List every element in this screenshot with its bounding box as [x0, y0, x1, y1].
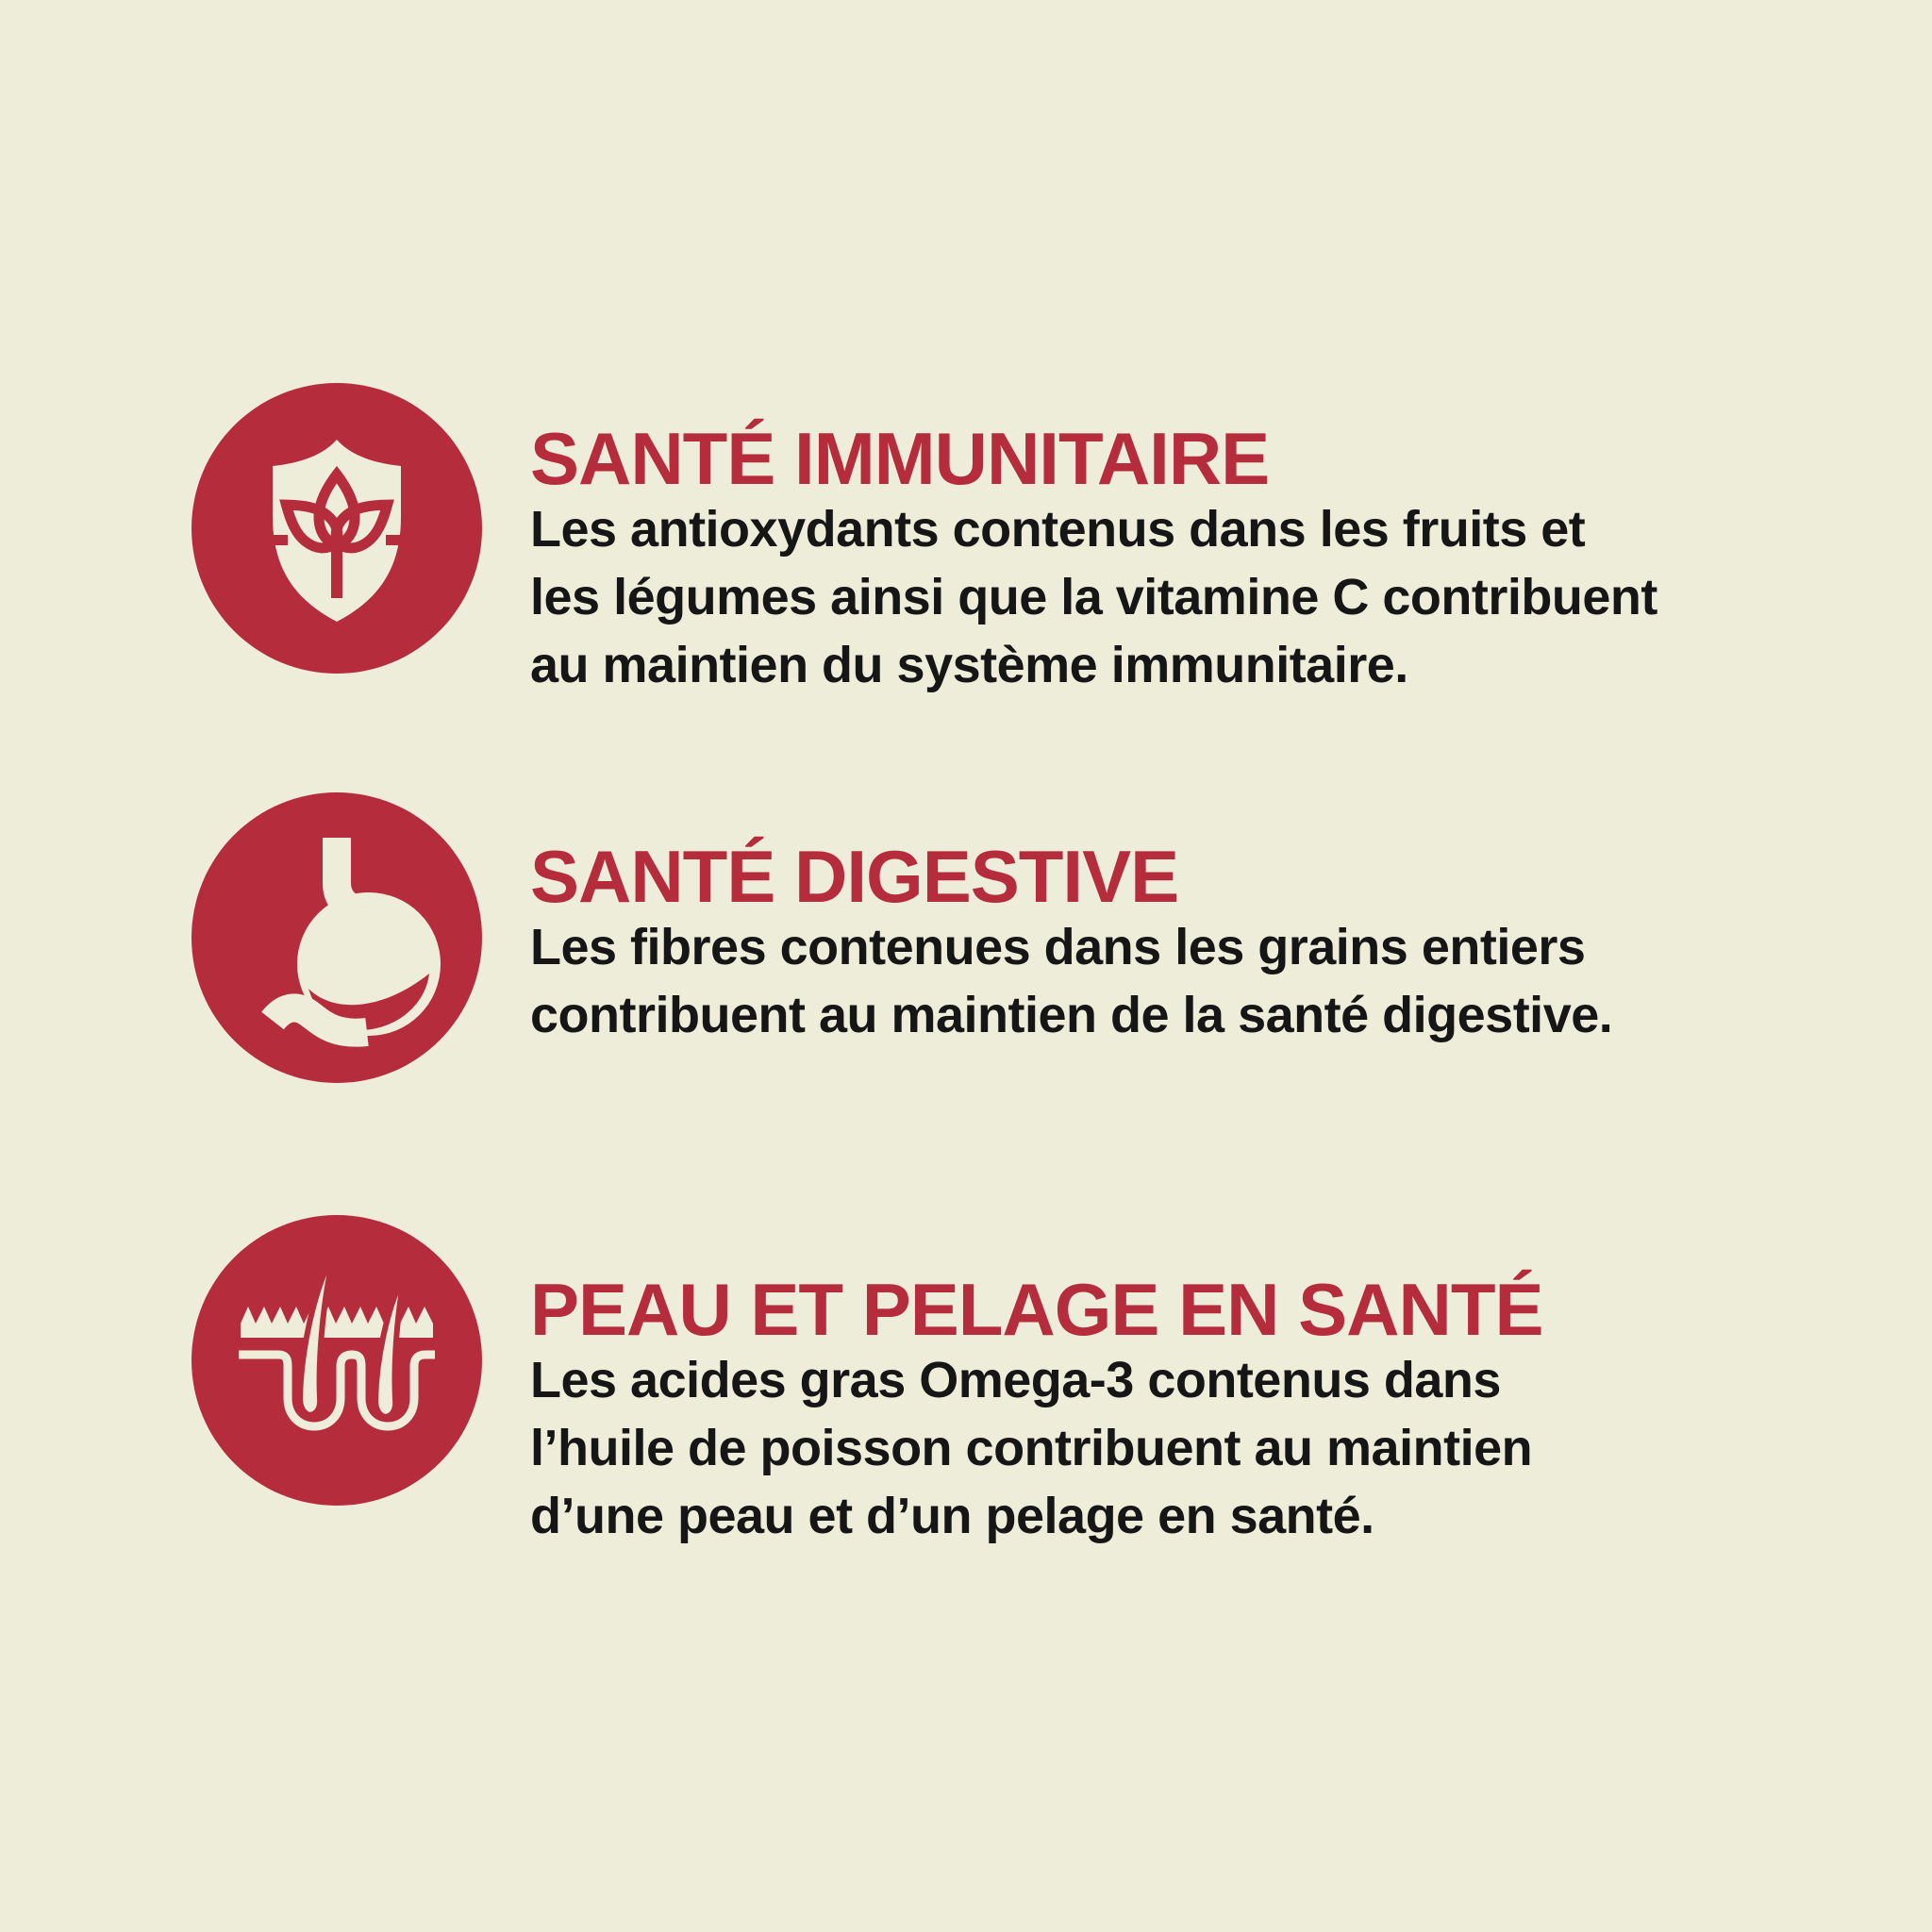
section-title-digestive: SANTÉ DIGESTIVE: [530, 835, 1179, 918]
body-line: Les acides gras Omega-3 contenus dans: [530, 1352, 1501, 1408]
body-line: d’une peau et d’un pelage en santé.: [530, 1488, 1374, 1544]
benefit-row-digestive: [0, 792, 1932, 1132]
section-title-skin-coat: PEAU ET PELAGE EN SANTÉ: [530, 1268, 1543, 1351]
section-body-immune: [530, 495, 1932, 699]
body-line: Les antioxydants contenus dans les fruits et: [530, 501, 1586, 558]
section-title-immune: SANTÉ IMMUNITAIRE: [530, 417, 1270, 500]
body-line: Les fibres contenues dans les grains entiers: [530, 919, 1586, 975]
body-line: les légumes ainsi que la vitamine C contribuent: [530, 569, 1657, 625]
shield-lotus-icon: [192, 383, 482, 674]
section-body-digestive: [530, 913, 1932, 1049]
skin-fur-icon: [192, 1215, 482, 1506]
body-line: au maintien du système immunitaire.: [530, 637, 1408, 693]
stomach-icon: [192, 792, 482, 1083]
benefit-row-immune: [0, 383, 1932, 723]
body-line: contribuent au maintien de la santé digestive.: [530, 987, 1613, 1043]
benefit-row-skin-coat: [0, 1215, 1932, 1555]
section-body-skin-coat: [530, 1346, 1932, 1550]
body-line: l’huile de poisson contribuent au maintien: [530, 1420, 1533, 1476]
